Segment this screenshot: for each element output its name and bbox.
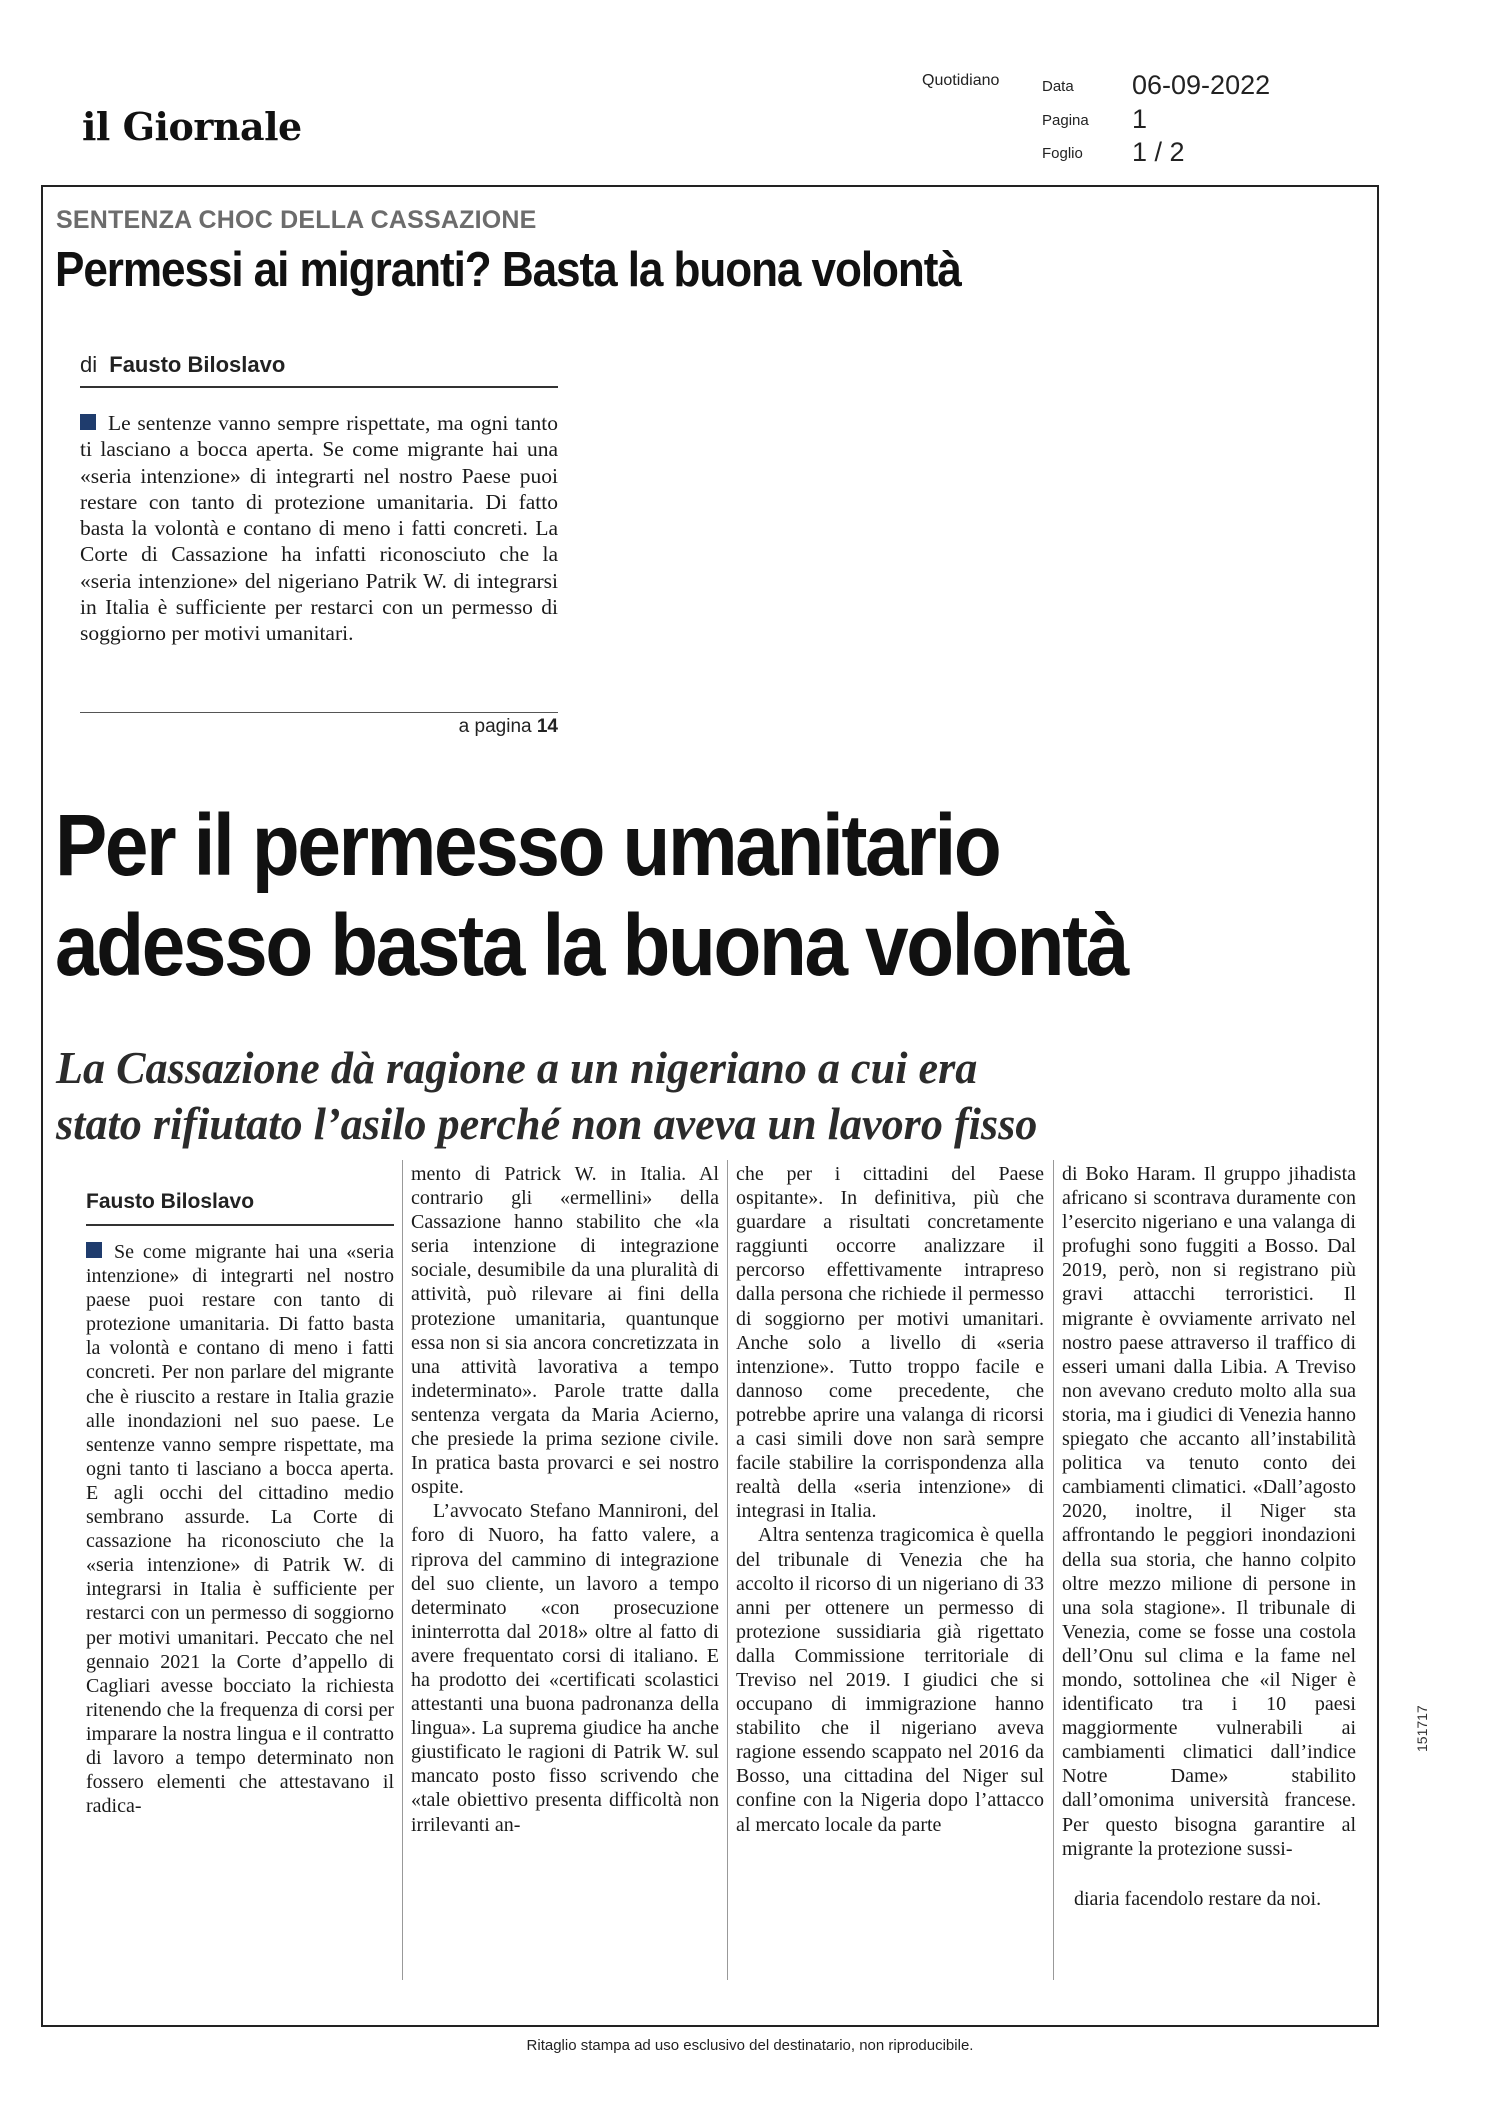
byline-prefix: di [80, 352, 98, 377]
column-2-paragraph-1: mento di Patrick W. in Italia. Al contrario gli «ermellini» della Cassazione hanno stabilito che «la seria intenzione di integrazione sociale, desumibile da una pluralità di attività, può rilevare ai fini della protezione umanitaria, quantunque essa non si sia ancora concretizzata in una attività lavorativa a tempo indeterminato». Parole tratte dalla sentenza vergata da Maria Acierno, che presiede la prima sezione civile. In pratica basta provarci e sei nostro ospite. [411, 1163, 719, 1499]
column-2-paragraph-2: L’avvocato Stefano Mannironi, del foro di Nuoro, ha fatto valere, a riprova del cammino di integrazione del suo cliente, un lavoro a tempo determinato «con prosecuzione ininterrotta dal 2018» oltre al fatto di avere frequentato corsi di italiano. E ha prodotto dei «certificati scolastici attestanti una buona padronanza della lingua». La suprema giudice ha anche giustificato le ragioni di Patrik W. sul mancato posto fisso scrivendo che «tale obiettivo presenta difficoltà non irrilevanti an- [411, 1500, 719, 1836]
article-headline-line2: adesso basta la buona volontà [55, 897, 1128, 994]
meta-data-label: Data [1042, 78, 1074, 95]
byline-author: Fausto Biloslavo [109, 352, 286, 377]
page-reference [80, 716, 558, 738]
column-3-paragraph-1: che per i cittadini del Paese ospitante». In definitiva, più che guardare a risultati concretamente raggiunti occorre analizzare il percorso effettivamente intrapreso dalla persona che richiede il permesso di soggiorno per motivi umanitari. Anche solo a livello di «seria intenzione». Tutto troppo facile e dannoso come precedente, che potrebbe aprire una valanga di ricorsi a casi simili dove non sarà sempre facile stabilire la corrispondenza alla realtà della «seria intenzione» di integrasi in Italia. [736, 1163, 1044, 1523]
column-4-paragraph-1: di Boko Haram. Il gruppo jihadista africano si scontrava duramente con l’esercito nigeriano e una valanga di profughi sono fuggiti a Bosso. Dal 2019, però, non si registrano più gravi attacchi terroristici. Il migrante è ovviamente arrivato nel nostro paese attraverso il traffico di esseri umani dalla Libia. A Treviso non avevano creduto molto alla sua storia, ma i giudici di Venezia hanno spiegato che accanto all’instabilità politica va tenuto conto dei cambiamenti climatici. «Dall’agosto 2020, inoltre, il Niger sta affrontando le peggiori inondazioni della sua storia, che hanno colpito oltre mezzo milione di persone in una sola stagione». Il tribunale di Venezia, come se fosse una costola dell’Onu sul clima e la fame nel mondo, sottolinea che «il Niger è identificato tra i 10 paesi maggiormente vulnerabili ai cambiamenti climatici dall’indice Notre Dame» stabilito dall’omonima università francese. Per questo bisogna garantire al migrante la protezione sussi- [1062, 1163, 1356, 1860]
article-subtitle-line1: La Cassazione dà ragione a un nigeriano a cui era [56, 1042, 978, 1093]
summary-divider [80, 712, 558, 713]
newspaper-masthead: il Giornale [82, 104, 302, 149]
meta-pagina-label: Pagina [1042, 112, 1089, 129]
front-summary-text: Le sentenze vanno sempre rispettate, ma ogni tanto ti lasciano a bocca aperta. Se come migrante hai una «seria intenzione» di integrarti nel nostro Paese puoi restare con tanto di protezione umanitaria. Di fatto basta la volontà e contano di meno i fatti concreti. La Corte di Cassazione ha infatti riconosciuto che la «seria intenzione» del nigeriano Patrik W. di integrarsi in Italia è sufficiente per restarci con un permesso di soggiorno per motivi umanitari. [80, 411, 558, 646]
column-4-paragraph-2: diaria facendolo restare da noi. [1074, 1887, 1322, 1910]
column-divider [727, 1160, 728, 1980]
meta-data-value: 06-09-2022 [1132, 70, 1271, 100]
article-column-3 [736, 1162, 1044, 1837]
page-ref-prefix: a pagina [458, 716, 532, 737]
meta-foglio-label: Foglio [1042, 145, 1083, 162]
front-byline [80, 352, 558, 388]
publication-type: Quotidiano [922, 72, 1000, 89]
meta-foglio-value: 1 / 2 [1132, 137, 1185, 167]
side-code: 151717 [1414, 1705, 1430, 1752]
footer-notice: Ritaglio stampa ad uso esclusivo del destinatario, non riproducibile. [526, 2037, 974, 2054]
article-author: Fausto Biloslavo [86, 1190, 394, 1226]
page-ref-number: 14 [536, 716, 558, 737]
article-column-1 [86, 1240, 394, 1818]
article-subtitle-line2: stato rifiutato l’asilo perché non aveva un lavoro fisso [56, 1098, 1038, 1149]
column-3-paragraph-2: Altra sentenza tragicomica è quella del tribunale di Venezia che ha accolto il ricorso di un nigeriano di 33 anni per ottenere un permesso di protezione sussidiaria già rigettato dalla Commissione territoriale di Treviso nel 2019. I giudici che si occupano di immigrazione hanno stabilito che il nigeriano aveva ragione essendo scappato nel 2016 da Bosso, una cittadina del Niger sul confine con la Nigeria dopo l’attacco al mercato locale da parte [736, 1524, 1044, 1836]
article-column-4 [1062, 1162, 1356, 1911]
paragraph-square-icon [80, 414, 96, 430]
column-divider [1053, 1160, 1054, 1980]
front-kicker: SENTENZA CHOC DELLA CASSAZIONE [56, 206, 537, 234]
article-subtitle [56, 1040, 1037, 1152]
meta-pagina-value: 1 [1132, 104, 1148, 134]
front-headline: Permessi ai migranti? Basta la buona volontà [55, 243, 961, 297]
column-divider [402, 1160, 403, 1980]
article-headline-line1: Per il permesso umanitario [55, 797, 1000, 894]
column-1-text: Se come migrante hai una «seria intenzione» di integrarti nel nostro paese puoi restare con tanto di protezione umanitaria. Di fatto basta la volontà e contano di meno i fatti concreti. Per non parlare del migrante che è riuscito a restare in Italia grazie alle inondazioni nel suo paese. Le sentenze vanno sempre rispettate, ma ogni tanto ti lasciano a bocca aperta. E agli occhi del cittadino medio sembrano assurde. La Corte di cassazione ha riconosciuto che la «seria intenzione» di Patrik W. di integrarsi in Italia è sufficiente per restarci con un permesso di soggiorno per motivi umanitari. Peccato che nel gennaio 2021 la Corte d’appello di Cagliari avesse bocciato la richiesta ritenendo che la frequenza di corsi per imparare la nostra lingua e il contratto di lavoro a tempo determinato non fossero elementi che attestavano il radica- [86, 1241, 394, 1818]
article-headline [55, 796, 1127, 996]
front-summary [80, 410, 558, 647]
article-column-2 [411, 1162, 719, 1837]
paragraph-square-icon [86, 1242, 102, 1258]
column-1-paragraph [86, 1240, 394, 1818]
